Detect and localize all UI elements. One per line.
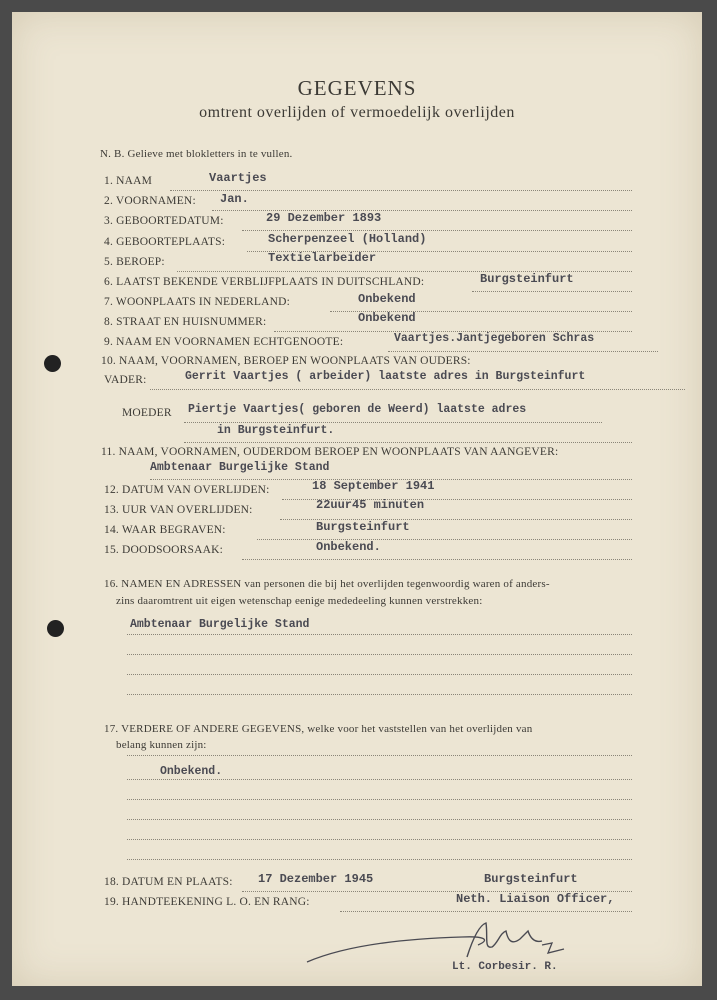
field-16-line-3 [127,674,632,675]
field-6-line [472,291,632,292]
field-17-line-1 [127,755,632,756]
field-13-label: 13. UUR VAN OVERLIJDEN: [104,504,253,516]
field-3-value: 29 Dezember 1893 [266,211,382,225]
field-7-label: 7. WOONPLAATS IN NEDERLAND: [104,296,290,308]
field-7-value: Onbekend [358,292,416,306]
field-10-label: 10. NAAM, VOORNAMEN, BEROEP EN WOONPLAATS VAN OUDERS: [101,355,471,367]
field-2-label: 2. VOORNAMEN: [104,195,196,207]
field-18-place-value: Burgsteinfurt [484,872,578,886]
field-16-label-line-1: 16. NAMEN EN ADRESSEN van personen die bij het overlijden tegenwoordig waren of anders- [104,578,550,590]
field-14-line [257,539,632,540]
field-16-line-4 [127,694,632,695]
form-subtitle: omtrent overlijden of vermoedelijk overlijden [199,104,515,121]
field-5-label: 5. BEROEP: [104,256,165,268]
field-12-value: 18 September 1941 [312,479,435,493]
field-13-value: 22uur45 minuten [316,498,425,512]
field-17-label-line-2: belang kunnen zijn: [116,739,207,751]
field-5-value: Textielarbeider [268,251,377,265]
field-17-value: Onbekend. [160,765,223,778]
field-17-label-line-1: 17. VERDERE OF ANDERE GEGEVENS, welke voor het vaststellen van het overlijden van [104,723,533,735]
field-10-moeder-value-line-2: in Burgsteinfurt. [217,424,335,437]
instruction-note: N. B. Gelieve met blokletters in te vullen. [100,148,293,160]
field-18-date-value: 17 Dezember 1945 [258,872,374,886]
field-17-line-3 [127,799,632,800]
field-3-label: 3. GEBOORTEDATUM: [104,215,224,227]
form-paper [12,12,702,986]
field-1-value: Vaartjes [209,171,267,185]
field-3-line [242,230,632,231]
field-16-label-line-2: zins daaromtrent uit eigen wetenschap eenige mededeeling kunnen verstrekken: [116,595,483,607]
form-title: GEGEVENS [297,76,417,100]
signatory-name: Lt. Corbesir. R. [452,961,558,973]
field-18-label: 18. DATUM EN PLAATS: [104,876,233,888]
field-15-value: Onbekend. [316,540,381,554]
field-1-label: 1. NAAM [104,175,153,187]
field-17-line-4 [127,819,632,820]
field-6-value: Burgsteinfurt [480,272,574,286]
field-10-moeder-label: MOEDER [122,407,172,419]
field-12-label: 12. DATUM VAN OVERLIJDEN: [104,484,270,496]
field-11-value: Ambtenaar Burgelijke Stand [150,461,330,474]
field-17-line-2 [127,779,632,780]
field-17-line-6 [127,859,632,860]
field-2-value: Jan. [220,192,249,206]
field-8-label: 8. STRAAT EN HUISNUMMER: [104,316,267,328]
field-15-line [242,559,632,560]
field-1-line [170,190,632,191]
field-9-line [388,351,658,352]
punch-hole-bottom [47,620,64,637]
field-19-line [340,911,632,912]
field-4-label: 4. GEBOORTEPLAATS: [104,236,226,248]
field-6-label: 6. LAATST BEKENDE VERBLIJFPLAATS IN DUITSCHLAND: [104,276,425,288]
field-9-value: Vaartjes.Jantjegeboren Schras [394,332,595,345]
field-9-label: 9. NAAM EN VOORNAMEN ECHTGENOOTE: [104,336,344,348]
field-19-value: Neth. Liaison Officer, [456,892,615,906]
field-10-vader-line [150,389,685,390]
field-14-value: Burgsteinfurt [316,520,410,534]
field-16-line-1 [127,634,632,635]
field-10-vader-value: Gerrit Vaartjes ( arbeider) laatste adres in Burgsteinfurt [185,370,586,383]
field-4-value: Scherpenzeel (Holland) [268,232,427,246]
field-10-moeder-line-2 [184,442,632,443]
field-10-vader-label: VADER: [104,374,147,386]
field-17-line-5 [127,839,632,840]
field-10-moeder-line [184,422,602,423]
field-8-value: Onbekend [358,311,416,325]
field-16-line-2 [127,654,632,655]
field-11-label: 11. NAAM, VOORNAMEN, OUDERDOM BEROEP EN WOONPLAATS VAN AANGEVER: [101,446,559,458]
field-14-label: 14. WAAR BEGRAVEN: [104,524,226,536]
field-10-moeder-value-line-1: Piertje Vaartjes( geboren de Weerd) laatste adres [188,403,527,416]
field-19-label: 19. HANDTEEKENING L. O. EN RANG: [104,896,310,908]
field-15-label: 15. DOODSOORSAAK: [104,544,224,556]
punch-hole-top [44,355,61,372]
field-16-value: Ambtenaar Burgelijke Stand [130,618,310,631]
